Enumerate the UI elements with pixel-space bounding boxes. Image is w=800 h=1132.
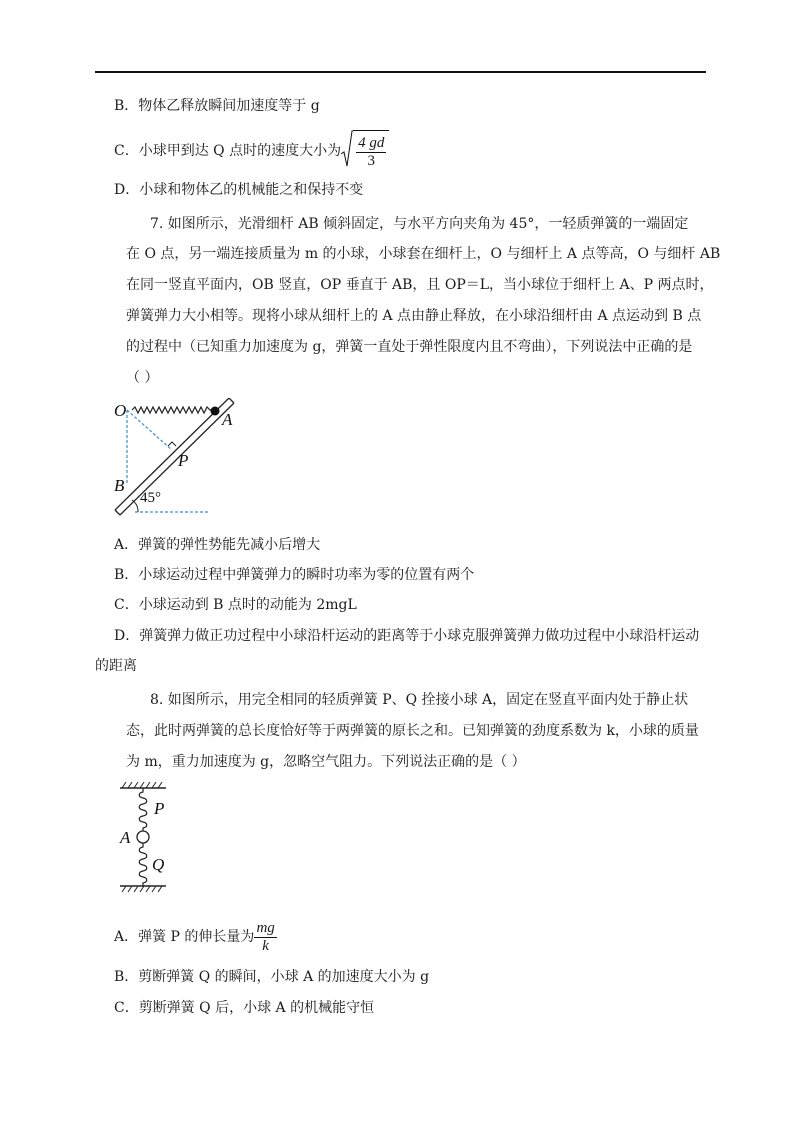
q7-stem-line-1: 7. 如图所示，光滑细杆 AB 倾斜固定，与水平方向夹角为 45°，一轻质弹簧的一端固定	[150, 216, 689, 232]
label-a: A	[222, 410, 233, 429]
q8-option-a-fraction	[254, 920, 276, 955]
q6-option-c-sqrt	[341, 130, 389, 172]
rod-ab-edge-2	[120, 403, 234, 515]
label-q: Q	[152, 855, 165, 874]
q6-option-c-fraction	[356, 135, 386, 170]
op-perpendicular-line	[127, 410, 172, 450]
q8-stem-line-3: 为 m，重力加速度为 g，忽略空气阻力。下列说法正确的是（ ）	[126, 754, 526, 770]
q8-figure	[110, 778, 190, 896]
q7-option-d-line-2: 的距离	[95, 658, 137, 674]
q7-option-b: B．小球运动过程中弹簧弹力的瞬时功率为零的位置有两个	[114, 567, 475, 583]
q8-option-a	[114, 917, 277, 957]
q6-option-c-numerator: 4 gd	[358, 134, 385, 151]
label-b: B	[114, 476, 125, 495]
spring-p-icon	[139, 788, 147, 831]
header-rule	[95, 71, 706, 73]
label-p: P	[154, 799, 165, 818]
q7-stem-line-3: 在同一竖直平面内，OB 竖直，OP 垂直于 AB，且 OP＝L，当小球位于细杆上 A、P 两点时，	[126, 277, 714, 293]
spring-oa-icon	[132, 407, 214, 413]
rod-ab-end-bottom	[115, 510, 120, 515]
q7-option-c: C．小球运动到 B 点时的动能为 2mgL	[114, 597, 357, 613]
q7-figure	[110, 398, 250, 520]
ball-icon	[211, 407, 220, 416]
radical-sign-icon	[341, 130, 353, 168]
label-a: A	[120, 828, 131, 847]
q8-stem-line-1: 8. 如图所示，用完全相同的轻质弹簧 P、Q 拴接小球 A，固定在竖直平面内处于静止状	[150, 692, 689, 708]
label-angle: 45°	[140, 490, 161, 506]
q8-option-a-denominator: k	[262, 937, 269, 954]
q7-stem-line-5: 的过程中（已知重力加速度为 g，弹簧一直处于弹性限度内且不弯曲），下列说法中正确的是	[126, 339, 693, 355]
label-o: O	[114, 401, 127, 420]
q6-option-b: B．物体乙释放瞬间加速度等于 g	[114, 98, 320, 114]
q8-option-b: B．剪断弹簧 Q 的瞬间，小球 A 的加速度大小为 g	[114, 969, 430, 985]
top-hatching-icon	[122, 782, 162, 788]
q8-option-c: C．剪断弹簧 Q 后，小球 A 的机械能守恒	[114, 1000, 375, 1016]
q7-option-a: A．弹簧的弹性势能先减小后增大	[114, 537, 321, 553]
q6-option-c	[114, 130, 389, 172]
q7-stem-line-2: 在 O 点，另一端连接质量为 m 的小球，小球套在细杆上，O 与细杆上 A 点等高，O 与细杆 AB	[126, 246, 721, 262]
q8-option-a-numerator: mg	[256, 919, 275, 936]
q8-stem-line-2: 态，此时两弹簧的总长度恰好等于两弹簧的原长之和。已知弹簧的劲度系数为 k，小球的质量	[126, 723, 699, 739]
right-angle-mark-icon	[168, 442, 176, 446]
q6-option-c-denominator: 3	[367, 152, 375, 169]
q7-stem-line-6: （ ）	[126, 370, 159, 386]
rod-ab-end-top	[229, 398, 234, 403]
q7-option-d-line-1: D．弹簧弹力做正功过程中小球沿杆运动的距离等于小球克服弹簧弹力做功过程中小球沿杆运动	[114, 628, 700, 644]
q6-option-d: D．小球和物体乙的机械能之和保持不变	[114, 182, 364, 198]
label-p: P	[178, 451, 189, 470]
bottom-hatching-icon	[122, 886, 162, 892]
ball-a-icon	[137, 831, 149, 843]
spring-q-icon	[139, 843, 147, 886]
q8-option-a-text: A．弹簧 P 的伸长量为	[114, 929, 255, 945]
q6-option-c-text: C．小球甲到达 Q 点时的速度大小为	[114, 143, 342, 159]
q7-stem-line-4: 弹簧弹力大小相等。现将小球从细杆上的 A 点由静止释放，在小球沿细杆由 A 点运动到 B 点	[126, 308, 702, 324]
